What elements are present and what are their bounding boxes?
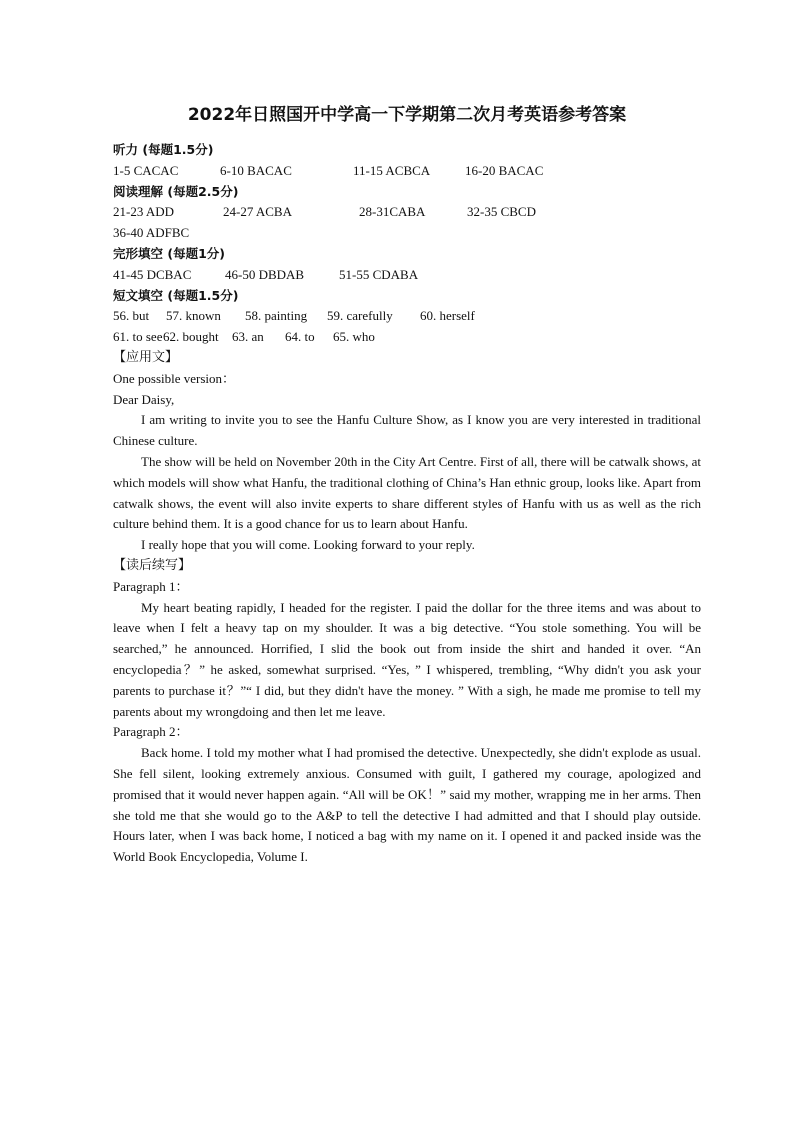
- grammar-answer: 59. carefully: [327, 308, 393, 324]
- grammar-answer: 62. bought: [163, 329, 219, 345]
- letter-paragraph: I really hope that you will come. Looking forward to your reply.: [141, 537, 475, 553]
- cloze-answers: [113, 265, 701, 286]
- letter-salutation: Dear Daisy,: [113, 391, 175, 407]
- grammar-answer: 60. herself: [420, 308, 475, 324]
- answer-sheet: [113, 104, 701, 868]
- grammar-answer: 65. who: [333, 329, 375, 345]
- answer-group: 32-35 CBCD: [467, 204, 536, 220]
- grammar-answer: 56. but: [113, 308, 150, 324]
- letter-paragraph: The show will be held on November 20th in the City Art Centre. First of all, there will be catwalk shows, at which models will show what Hanfu, the traditional clothing of China’s Han ethnic group, looks like. Apart from catwalk shows, the event will also invite experts to share different styles of Hanfu with us as well as the rich culture behind them. It is a good chance for us to learn about Hanfu.: [113, 453, 701, 532]
- page-title: 2022年日照国开中学高一下学期第二次月考英语参考答案: [187, 105, 627, 125]
- listening-heading: 听力 (每题1.5分): [113, 142, 214, 157]
- paragraph-2-text: Back home. I told my mother what I had promised the detective. Unexpectedly, she didn't explode as usual. She fell silent, looking extremely anxious. Consumed with guilt, I gathered my courage, apologized and promised that it would never happen again. “All will be OK！” said my mother, wrapping me in her arms. Then she told me that she would go to the A&P to tell the detective I had admitted and that I should play outside. Hours later, when I was back home, I noticed a bag with my name on it. I opened it and packed inside was the World Book Encyclopedia, Volume I.: [113, 745, 701, 865]
- grammar-answer: 63. an: [232, 329, 264, 345]
- grammar-answer: 57. known: [166, 308, 221, 324]
- reading-answers: [113, 202, 701, 223]
- grammar-answer: 64. to: [285, 329, 315, 345]
- reading-answers-2: [113, 223, 701, 244]
- grammar-answers-row-1: [113, 306, 701, 327]
- answer-group: 16-20 BACAC: [465, 162, 544, 178]
- continuation-heading: 【读后续写】: [113, 557, 192, 573]
- answer-group: 6-10 BACAC: [220, 162, 292, 178]
- answer-group: 51-55 CDABA: [339, 266, 419, 282]
- answer-group: 11-15 ACBCA: [353, 162, 431, 178]
- answer-group: 46-50 DBDAB: [225, 266, 305, 282]
- writing-heading: 【应用文】: [113, 349, 179, 365]
- grammar-answer: 61. to see: [113, 329, 163, 345]
- reading-heading: 阅读理解 (每题2.5分): [113, 183, 239, 199]
- answer-group: 41-45 DCBAC: [113, 266, 192, 282]
- answer-group: 28-31CABA: [359, 204, 426, 220]
- paragraph-2-label: Paragraph 2：: [113, 724, 189, 740]
- answer-group: 1-5 CACAC: [113, 162, 179, 178]
- grammar-answers-row-2: [113, 327, 701, 348]
- grammar-heading: 短文填空 (每题1.5分): [113, 287, 239, 303]
- letter-paragraph: I am writing to invite you to see the Hanfu Culture Show, as I know you are very interested in traditional Chinese culture.: [113, 412, 701, 449]
- answer-group: 36-40 ADFBC: [113, 225, 190, 241]
- writing-intro: One possible version：: [113, 370, 236, 386]
- answer-group: 24-27 ACBA: [223, 204, 292, 220]
- grammar-answer: 58. painting: [245, 308, 308, 324]
- cloze-heading: 完形填空 (每题1分): [113, 245, 225, 261]
- listening-answers: [113, 161, 701, 182]
- answer-group: 21-23 ADD: [113, 204, 175, 220]
- paragraph-1-text: My heart beating rapidly, I headed for the register. I paid the dollar for the three items and was about to leave when I felt a heavy tap on my shoulder. It was a big detective. “You stole something. You will be searched,” he announced. Horrified, I slid the book out from inside the shirt and handed it over. “An encyclopedia？” he asked, somewhat surprised. “Yes, ” I whispered, trembling, “Why didn't you ask your parents to purchase it？”“ I did, but they didn't have the money. ” With a sigh, he made me promise to tell my parents about my wrongdoing and then let me leave.: [113, 599, 701, 719]
- paragraph-1-label: Paragraph 1：: [113, 578, 189, 594]
